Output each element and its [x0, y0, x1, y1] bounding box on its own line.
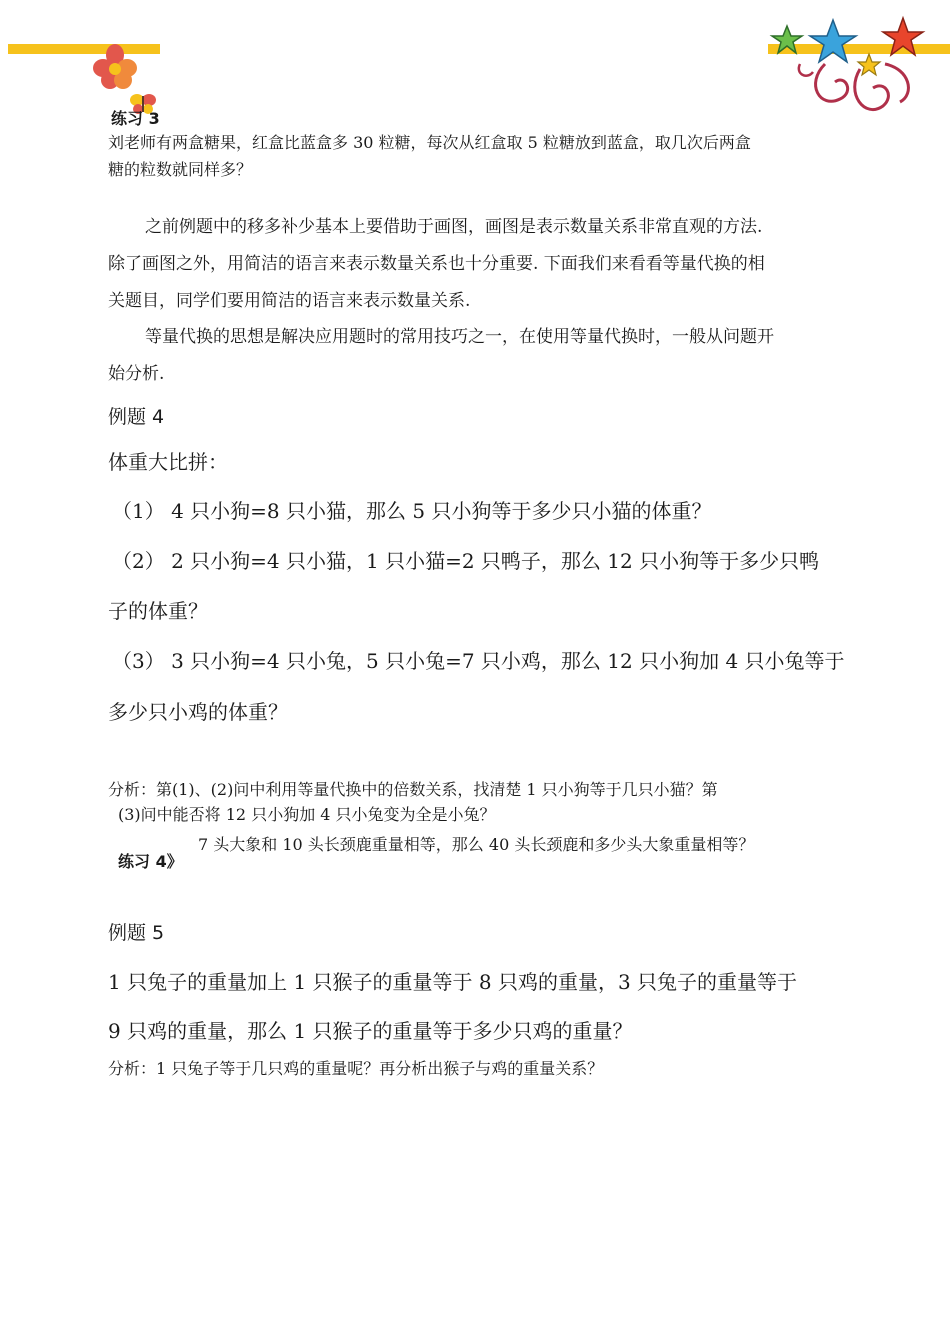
example4-analysis-line1: 分析：第(1)、(2)问中利用等量代换中的倍数关系，找清楚 1 只小狗等于几只小猫？第 [108, 780, 718, 799]
intro-p1-line1: 之前例题中的移多补少基本上要借助于画图，画图是表示数量关系非常直观的方法. [145, 217, 763, 237]
example5-line1: 1 只兔子的重量加上 1 只猴子的重量等于 8 只鸡的重量，3 只兔子的重量等于 [108, 970, 798, 994]
example4-q1: （1） 4 只小狗=8 只小猫，那么 5 只小狗等于多少只小猫的体重？ [112, 499, 712, 523]
flower-icon [90, 42, 140, 92]
practice3-label: 练习 3 [111, 109, 160, 128]
intro-p2-line1: 等量代换的思想是解决应用题时的常用技巧之一，在使用等量代换时，一般从问题开 [145, 327, 774, 347]
example5-analysis: 分析：1 只兔子等于几只鸡的重量呢？再分析出猴子与鸡的重量关系？ [108, 1059, 604, 1078]
intro-p1-line2: 除了画图之外，用简洁的语言来表示数量关系也十分重要. 下面我们来看看等量代换的相 [108, 254, 765, 274]
example4-subtitle: 体重大比拼： [108, 450, 228, 474]
example4-analysis-line2: (3)问中能否将 12 只小狗加 4 只小兔变为全是小兔？ [118, 805, 496, 824]
practice4-label: 练习 4》 [118, 852, 183, 871]
example5-title: 例题 5 [108, 922, 165, 944]
example5-line2: 9 只鸡的重量，那么 1 只猴子的重量等于多少只鸡的重量？ [108, 1019, 633, 1043]
practice3-line1: 刘老师有两盒糖果，红盒比蓝盒多 30 粒糖，每次从红盒取 5 粒糖放到蓝盒，取几次后两盒 [108, 133, 751, 152]
example4-title: 例题 4 [108, 406, 165, 428]
practice4-text: 7 头大象和 10 头长颈鹿重量相等，那么 40 头长颈鹿和多少头大象重量相等？ [198, 835, 755, 854]
example4-q3-line1: （3） 3 只小狗=4 只小兔，5 只小兔=7 只小鸡，那么 12 只小狗加 4 只小兔等于 [112, 649, 845, 673]
intro-p2-line2: 始分析. [108, 364, 165, 384]
intro-p1-line3: 关题目，同学们要用简洁的语言来表示数量关系. [108, 291, 471, 311]
example4-q2-line2: 子的体重？ [108, 599, 208, 623]
example4-q3-line2: 多少只小鸡的体重？ [108, 700, 288, 724]
stars-swirl-icon [765, 14, 950, 124]
practice3-line2: 糖的粒数就同样多？ [108, 160, 253, 179]
example4-q2-line1: （2） 2 只小狗=4 只小猫，1 只小猫=2 只鸭子，那么 12 只小狗等于多少只鸭 [112, 549, 820, 573]
